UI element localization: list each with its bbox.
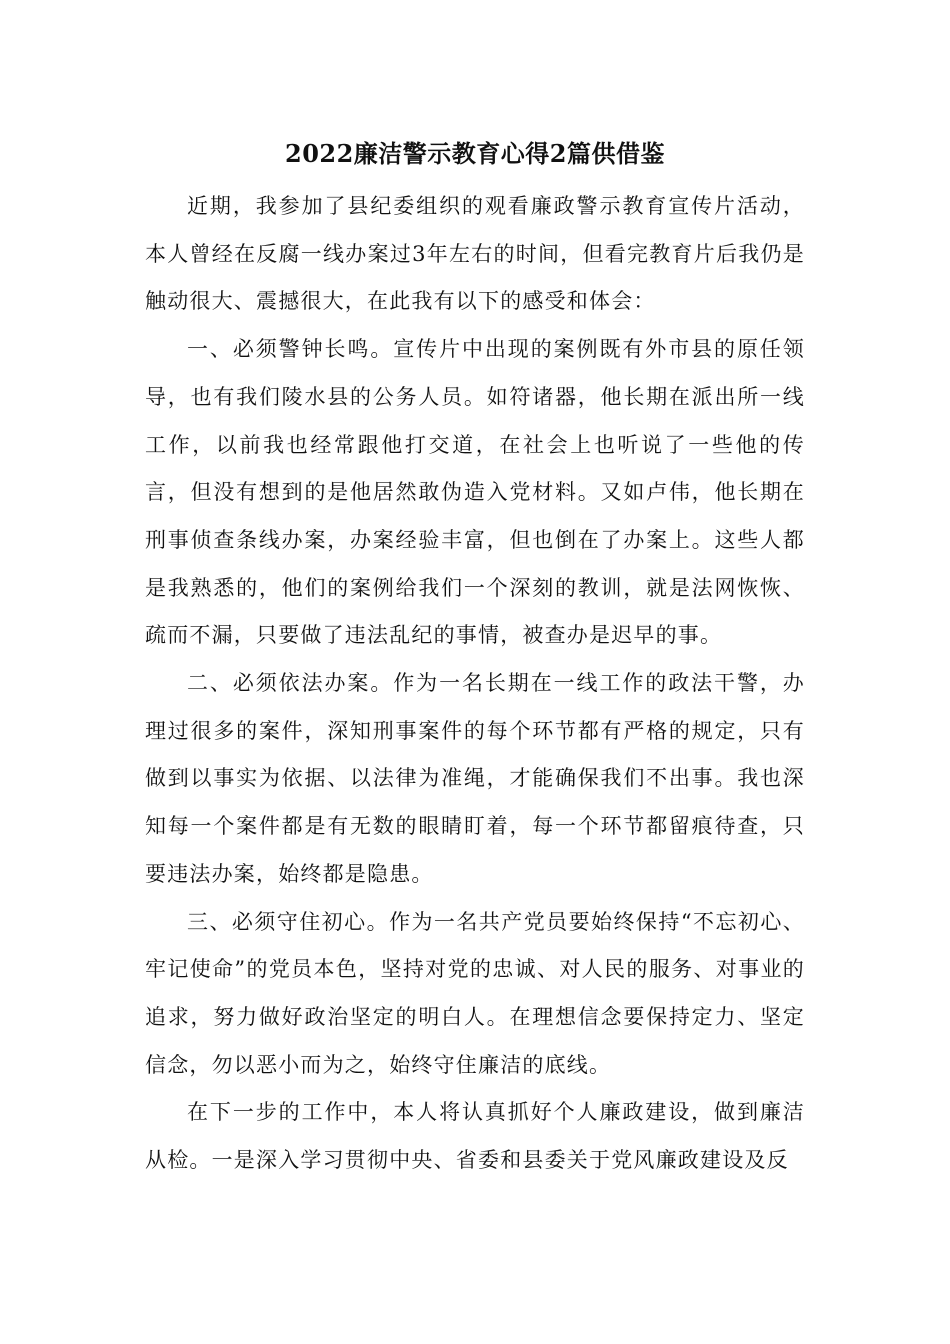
document-body bbox=[145, 183, 805, 1185]
paragraph-point-one: 一、必须警钟长鸣。宣传片中出现的案例既有外市县的原任领导，也有我们陵水县的公务人员。如符诸器，他长期在派出所一线工作，以前我也经常跟他打交道，在社会上也听说了一些他的传言，但没有想到的是他居然敢伪造入党材料。又如卢伟，他长期在刑事侦查条线办案，办案经验丰富，但也倒在了办案上。这些人都是我熟悉的，他们的案例给我们一个深刻的教训，就是法网恢恢、疏而不漏，只要做了违法乱纪的事情，被查办是迟早的事。 bbox=[145, 337, 805, 648]
document-title: 2022廉洁警示教育心得2篇供借鉴 bbox=[285, 139, 665, 168]
paragraph-next-steps: 在下一步的工作中，本人将认真抓好个人廉政建设，做到廉洁从检。一是深入学习贯彻中央、省委和县委关于党风廉政建设及反 bbox=[145, 1100, 805, 1173]
paragraph-point-two: 二、必须依法办案。作为一名长期在一线工作的政法干警，办理过很多的案件，深知刑事案件的每个环节都有严格的规定，只有做到以事实为依据、以法律为准绳，才能确保我们不出事。我也深知每一个案件都是有无数的眼睛盯着，每一个环节都留痕待查，只要违法办案，始终都是隐患。 bbox=[145, 671, 805, 886]
paragraph-point-three: 三、必须守住初心。作为一名共产党员要始终保持“不忘初心、牢记使命”的党员本色，坚持对党的忠诚、对人民的服务、对事业的追求，努力做好政治坚定的明白人。在理想信念要保持定力、坚定信念，勿以恶小而为之，始终守住廉洁的底线。 bbox=[145, 909, 805, 1077]
paragraph-intro: 近期，我参加了县纪委组织的观看廉政警示教育宣传片活动，本人曾经在反腐一线办案过3年左右的时间，但看完教育片后我仍是触动很大、震撼很大，在此我有以下的感受和体会： bbox=[145, 194, 805, 314]
